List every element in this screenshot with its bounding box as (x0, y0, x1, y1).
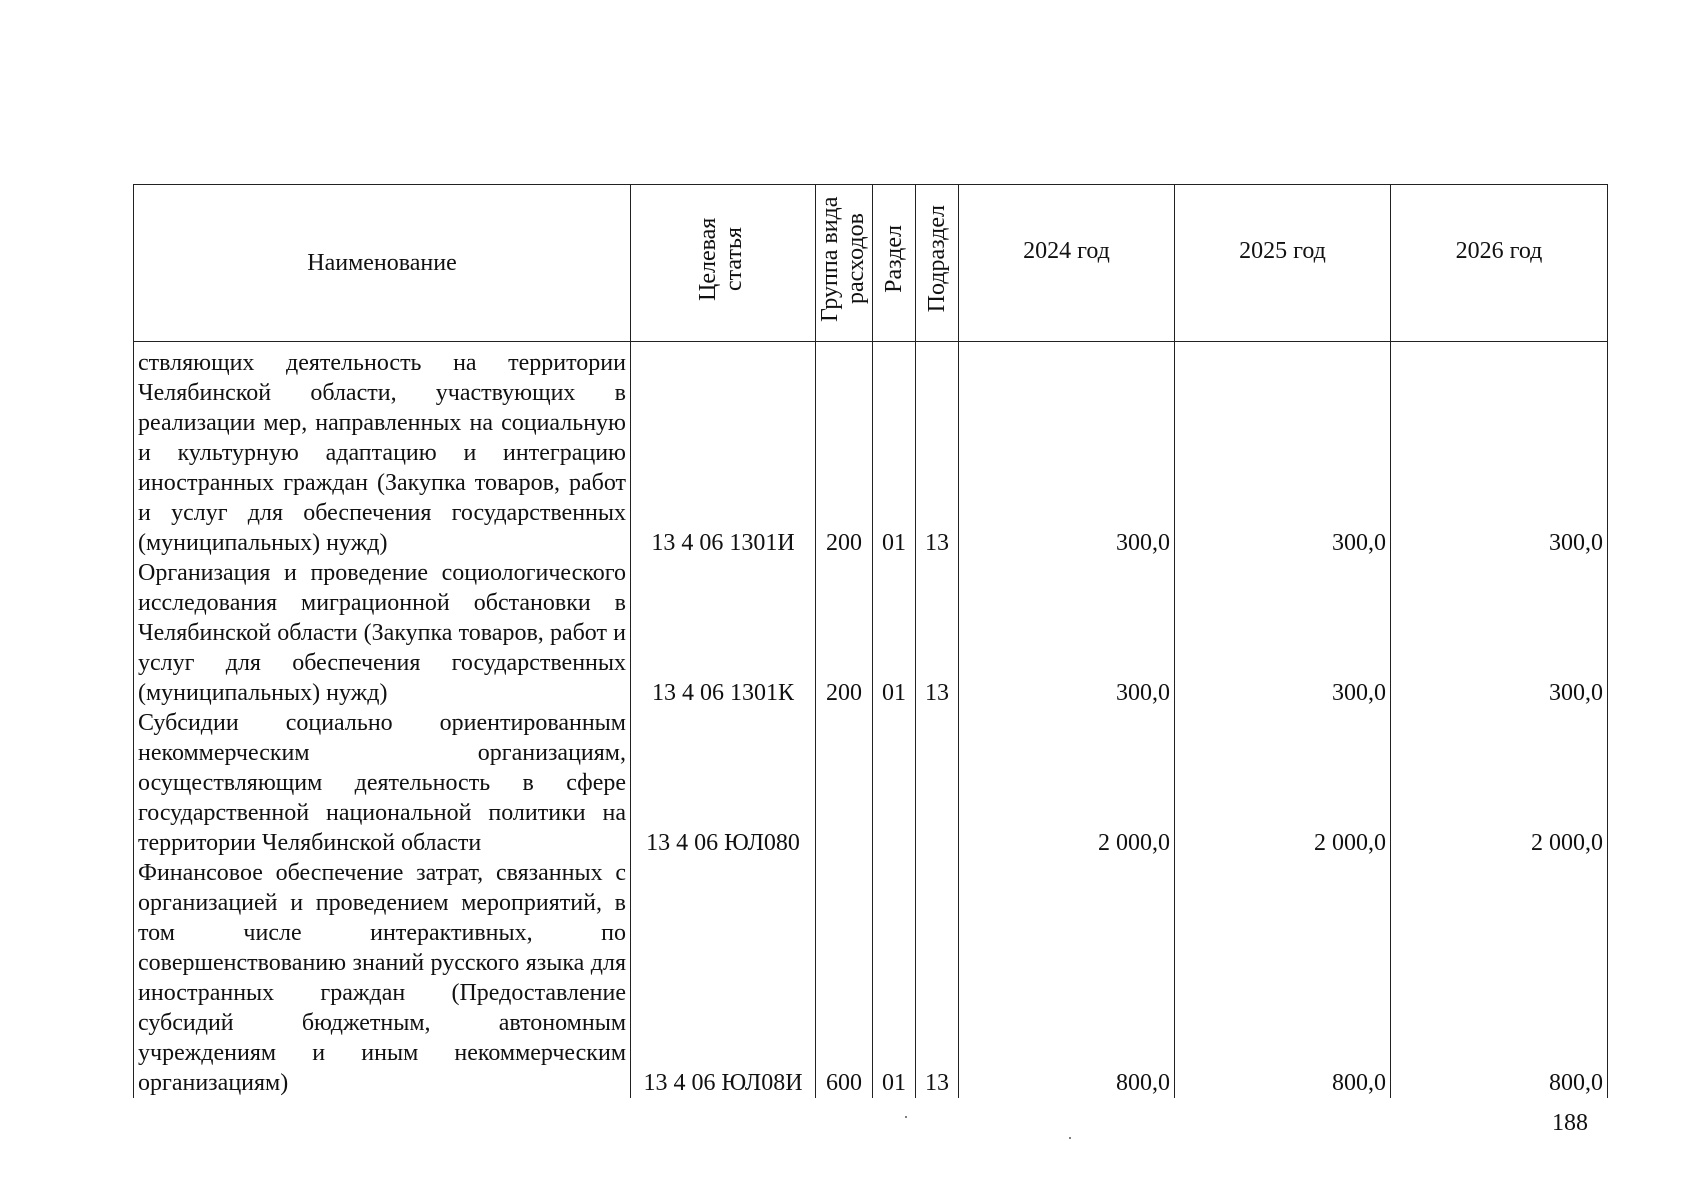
row-subsection: 13 (916, 858, 959, 1098)
row-section: 01 (873, 558, 916, 708)
table-row (134, 558, 1608, 708)
row-expense-group: 200 (816, 558, 873, 708)
page-number: 188 (1552, 1110, 1588, 1136)
header-subsection: Подраздел (916, 185, 959, 342)
budget-table (133, 184, 1608, 1098)
row-target-article: 13 4 06 1301И (631, 342, 816, 559)
row-expense-group: 200 (816, 342, 873, 559)
row-2026: 300,0 (1391, 342, 1608, 559)
row-name: Организация и проведение социологического исследования миграционной обстановки в Челябинской области (Закупка товаров, работ и услуг для обеспечения государственных (муниципальных) нужд) (134, 558, 631, 708)
table-row (134, 708, 1608, 858)
row-2025: 2 000,0 (1175, 708, 1391, 858)
row-target-article: 13 4 06 1301К (631, 558, 816, 708)
row-name: ствляющих деятельность на территории Челябинской области, участвующих в реализации мер, направленных на социальную и культурную адаптацию и интеграцию иностранных граждан (Закупка товаров, работ и услуг для обеспечения государственных (муниципальных) нужд) (134, 342, 631, 559)
row-2026: 800,0 (1391, 858, 1608, 1098)
row-target-article: 13 4 06 ЮЛ080 (631, 708, 816, 858)
row-2024: 2 000,0 (959, 708, 1175, 858)
header-2026: 2026 год (1391, 185, 1608, 342)
table-row (134, 342, 1608, 559)
row-2025: 800,0 (1175, 858, 1391, 1098)
header-target-article: Целевая статья (631, 185, 816, 342)
row-2024: 300,0 (959, 558, 1175, 708)
row-2024: 800,0 (959, 858, 1175, 1098)
row-subsection: 13 (916, 342, 959, 559)
row-expense-group (816, 708, 873, 858)
row-subsection (916, 708, 959, 858)
row-2024: 300,0 (959, 342, 1175, 559)
header-2025: 2025 год (1175, 185, 1391, 342)
table-row (134, 858, 1608, 1098)
header-2024: 2024 год (959, 185, 1175, 342)
row-name: Субсидии социально ориентированным некоммерческим организациям, осуществляющим деятельность в сфере государственной национальной политики на территории Челябинской области (134, 708, 631, 858)
scan-speck (1069, 1137, 1071, 1139)
row-target-article: 13 4 06 ЮЛ08И (631, 858, 816, 1098)
header-name: Наименование (134, 185, 631, 342)
scan-speck (905, 1116, 907, 1118)
row-name: Финансовое обеспечение затрат, связанных с организацией и проведением мероприятий, в том числе интерактивных, по совершенствованию знаний русского языка для иностранных граждан (Предоставление субсидий бюджетным, автономным учреждениям и иным некоммерческим организациям) (134, 858, 631, 1098)
row-expense-group: 600 (816, 858, 873, 1098)
header-row (134, 185, 1608, 342)
row-section: 01 (873, 858, 916, 1098)
header-expense-group: Группа вида расходов (816, 185, 873, 342)
header-section: Раздел (873, 185, 916, 342)
row-2026: 300,0 (1391, 558, 1608, 708)
row-section: 01 (873, 342, 916, 559)
row-2025: 300,0 (1175, 558, 1391, 708)
row-section (873, 708, 916, 858)
row-subsection: 13 (916, 558, 959, 708)
row-2025: 300,0 (1175, 342, 1391, 559)
row-2026: 2 000,0 (1391, 708, 1608, 858)
